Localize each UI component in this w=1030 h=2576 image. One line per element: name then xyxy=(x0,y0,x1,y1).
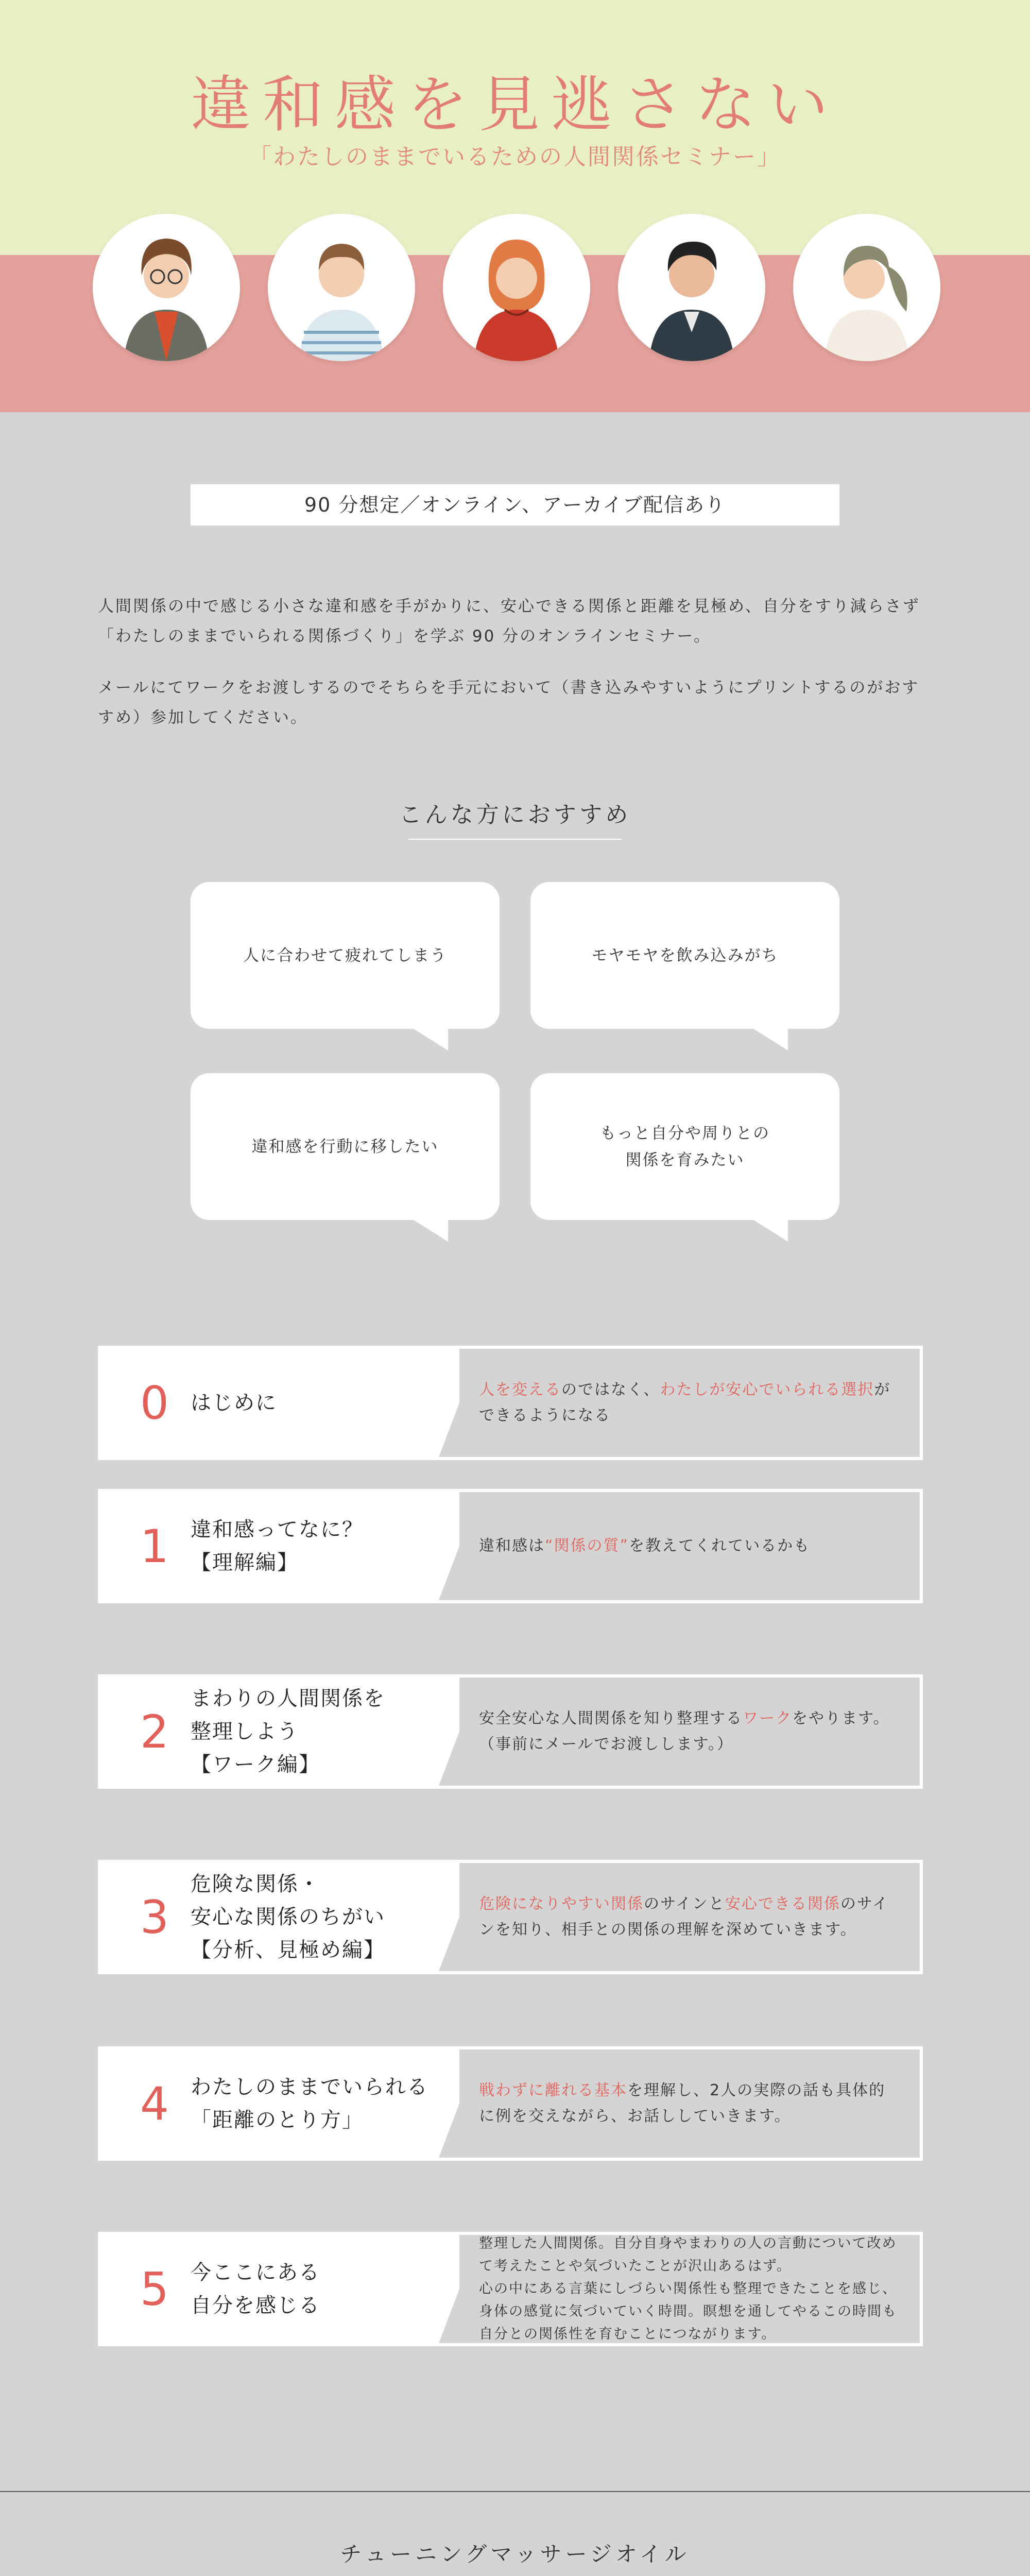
intro-paragraph-2: メールにてワークをお渡しするのでそちらを手元において（書き込みやすいようにプリントするのがおすすめ）参加してください。 xyxy=(98,679,920,727)
highlighted-phrase: “関係の質” xyxy=(545,1537,629,1555)
description-phrase: 安全安心な人間関係を知り整理する xyxy=(479,1709,743,1727)
step-description xyxy=(479,2046,901,2161)
page-title: 違和感を見逃さない xyxy=(190,69,839,140)
avatar-man-dark-jacket xyxy=(618,214,765,361)
recommend-bubble-4 xyxy=(530,1073,839,1220)
bubble-text: モヤモヤを飲み込みがち xyxy=(591,946,779,965)
recommend-heading: こんな方におすすめ xyxy=(399,802,631,828)
recommend-bubble-2 xyxy=(530,882,839,1029)
step-description xyxy=(479,1346,901,1460)
step-number: 3 xyxy=(140,1890,169,1944)
description-phrase: をやります。（事前にメールでお渡しします。） xyxy=(479,1709,890,1753)
description-phrase: 違和感は xyxy=(479,1537,545,1555)
step-number: 2 xyxy=(140,1705,169,1758)
step-1 xyxy=(98,1489,923,1603)
step-number: 4 xyxy=(140,2077,169,2130)
highlighted-phrase: 人を変える xyxy=(479,1381,561,1399)
step-label: 危険な関係・ 安心な関係のちがい 【分析、見極め編】 xyxy=(191,1872,385,1962)
step-0 xyxy=(98,1346,923,1460)
step-description-text xyxy=(479,1377,901,1429)
description-phrase: 整理した人間関係。自分自身やまわりの人の言動について改めて考えたことや気づいたことが沢山あるはず。 心の中にある言葉にしづらい関係性も整理できたことを感じ、身体の感覚に気づいていく時間。瞑想を通してやるこの時間も自分との関係性を育むことにつながります。 xyxy=(479,2235,897,2342)
step-4 xyxy=(98,2046,923,2161)
description-phrase: のサインと xyxy=(644,1895,725,1913)
step-5 xyxy=(98,2232,923,2346)
bubble-text: 違和感を行動に移したい xyxy=(251,1137,439,1156)
highlighted-phrase: 戦わずに離れる基本 xyxy=(479,2081,627,2099)
step-number: 5 xyxy=(140,2262,169,2316)
description-phrase: のサインを知り、相手との関係の理解を深めていきます。 xyxy=(479,1895,889,1939)
step-description xyxy=(479,1674,901,1789)
description-phrase: を教えてくれているかも xyxy=(629,1537,811,1555)
avatar-woman-red-hair xyxy=(443,214,590,361)
step-description-text xyxy=(479,2232,901,2346)
avatar-man-striped xyxy=(268,214,415,361)
step-label: 今ここにある 自分を感じる xyxy=(191,2261,320,2317)
highlighted-phrase: 危険になりやすい関係 xyxy=(479,1895,644,1913)
step-description xyxy=(479,2232,901,2346)
step-description-text xyxy=(479,1706,901,1757)
step-number: 1 xyxy=(140,1519,169,1573)
description-phrase: のではなく、 xyxy=(561,1381,660,1399)
description-phrase: ができるようになる xyxy=(479,1381,891,1425)
step-label: まわりの人間関係を 整理しよう 【ワーク編】 xyxy=(191,1687,385,1776)
avatar-woman-ponytail xyxy=(793,214,940,361)
avatar-woman-glasses xyxy=(93,214,240,361)
format-info-bar: 90 分想定／オンライン、アーカイブ配信あり xyxy=(191,484,839,526)
step-label: はじめに xyxy=(191,1391,277,1415)
step-3 xyxy=(98,1860,923,1974)
description-phrase: を理解し、2人の実際の話も具体的に例を交えながら、お話ししていきます。 xyxy=(479,2081,886,2125)
product-title: チューニングマッサージオイル xyxy=(340,2541,690,2567)
recommend-bubble-3 xyxy=(191,1073,500,1220)
step-description-text xyxy=(479,2078,901,2129)
recommend-underline xyxy=(408,839,622,840)
bubble-text: 人に合わせて疲れてしまう xyxy=(243,946,447,965)
step-label: 違和感ってなに？ 【理解編】 xyxy=(191,1518,364,1574)
step-description-text xyxy=(479,1891,901,1943)
step-description xyxy=(479,1489,901,1603)
page-subtitle: 「わたしのままでいるための人間関係セミナー」 xyxy=(249,144,781,170)
step-2 xyxy=(98,1674,923,1789)
step-description-text xyxy=(479,1533,810,1559)
recommend-bubble-1 xyxy=(191,882,500,1029)
highlighted-phrase: ワーク xyxy=(743,1709,792,1727)
step-number: 0 xyxy=(140,1376,169,1430)
bubble-text: もっと自分や周りとの 関係を育みたい xyxy=(600,1124,770,1170)
intro-paragraph-1: 人間関係の中で感じる小さな違和感を手がかりに、安心できる関係と距離を見極め、自分をすり減らさず「わたしのままでいられる関係づくり」を学ぶ 90 分のオンラインセミナー。 xyxy=(98,597,920,646)
step-description xyxy=(479,1860,901,1974)
highlighted-phrase: 安心できる関係 xyxy=(725,1895,840,1913)
highlighted-phrase: わたしが安心でいられる選択 xyxy=(660,1381,874,1399)
section-divider xyxy=(0,2491,1030,2492)
step-label: わたしのままでいられる 「距離のとり方」 xyxy=(191,2075,428,2132)
